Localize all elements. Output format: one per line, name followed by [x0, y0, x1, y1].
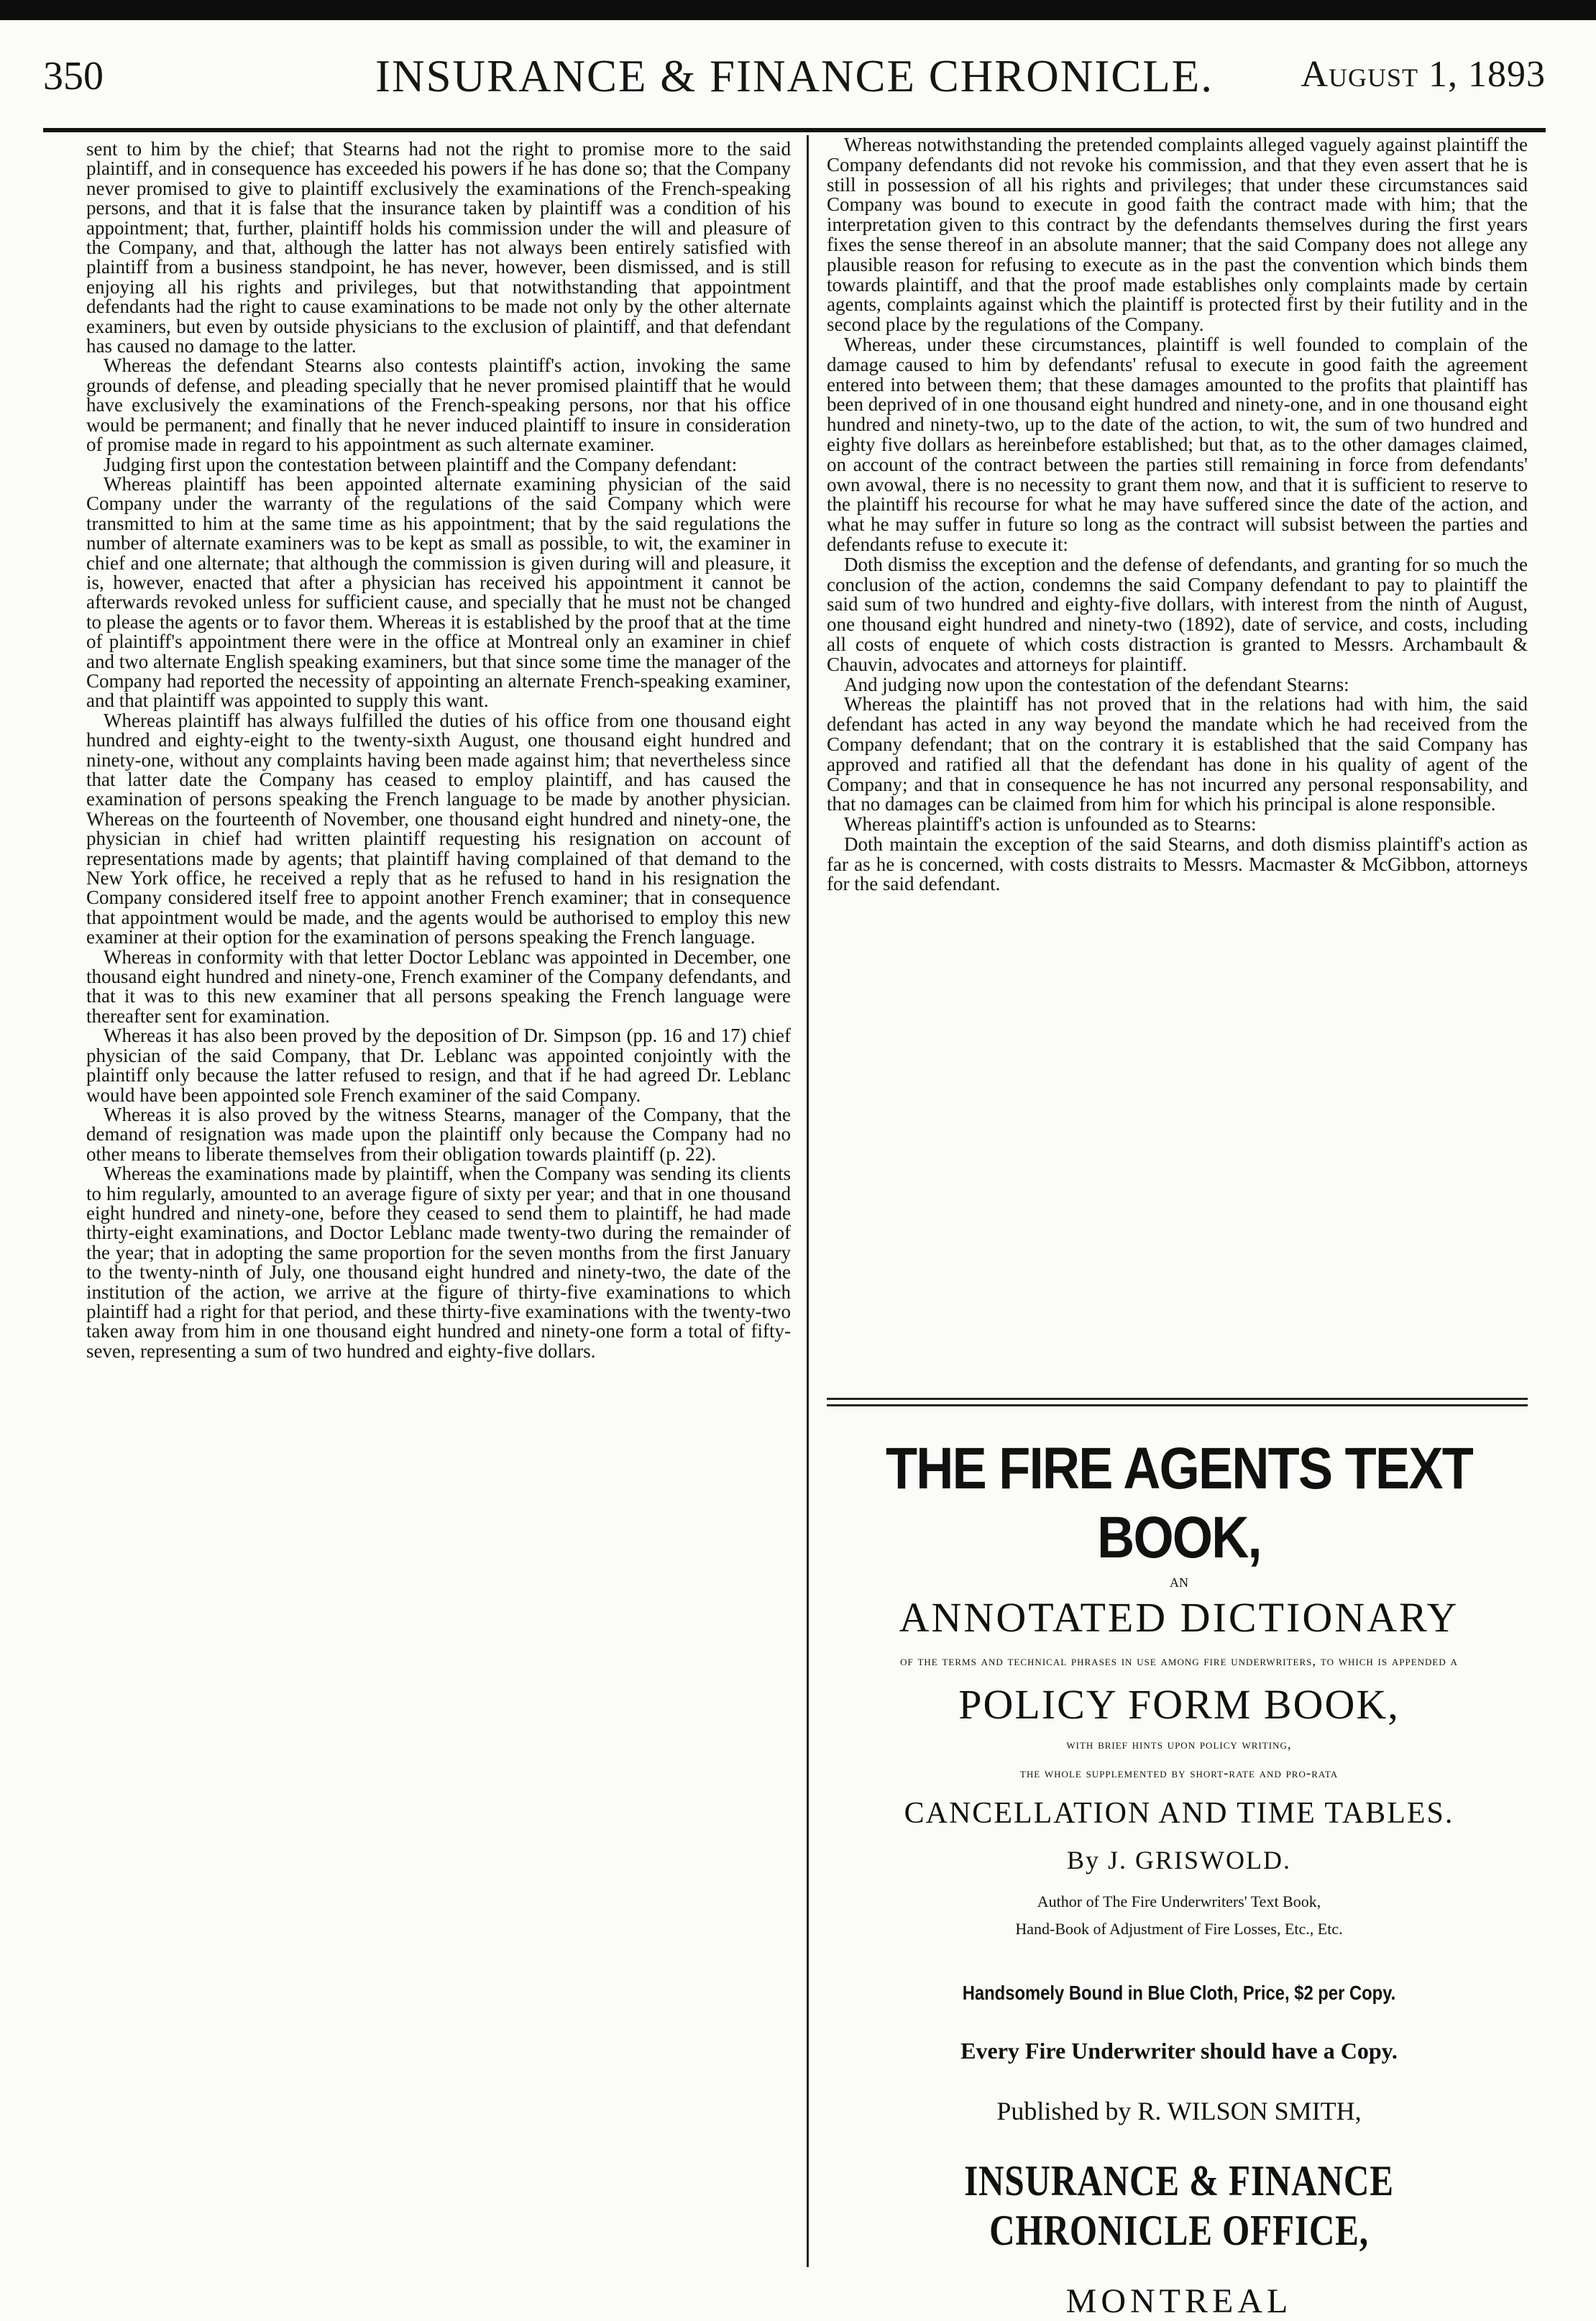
ad-author-of: Author of The Fire Underwriters' Text Book,	[1037, 1892, 1321, 1910]
paragraph: sent to him by the chief; that Stearns had not the right to promise more to the said plaintiff, and in consequence has exceeded his powers if he has done so; that the Company never promised to give to plaintiff exclusively the examinations of the French-speaking persons, and that it is false that the insurance taken by plaintiff was a condition of his appointment; that, further, plaintiff holds his commission under the will and pleasure of the Company, and that, although the latter has not always been entirely satisfied with plaintiff from a business standpoint, he has never, however, been dismissed, and is still enjoying all his rights and privileges, but that notwithstanding that appointment defendants had the right to cause examinations to be made not only by the other alternate examiners, but even by outside physicians to the exclusion of plaintiff, and that defendant has caused no damage to the latter.	[86, 138, 791, 357]
paragraph: Whereas it has also been proved by the deposition of Dr. Simpson (pp. 16 and 17) chief physician of the said Company, that Dr. Leblanc was appointed conjointly with the plaintiff only because the latter refused to resign, and that if he had agreed Dr. Leblanc would have been appointed sole French examiner of the said Company.	[86, 1025, 791, 1106]
ad-an: AN	[1170, 1575, 1188, 1590]
advertisement	[812, 1427, 1546, 2321]
paragraph: Doth maintain the exception of the said Stearns, and doth dismiss plaintiff's action as far as he is concerned, with costs distraits to Messrs. Macmaster & McGibbon, attorneys for the said defendant.	[827, 833, 1528, 895]
ad-author: By J. GRISWOLD.	[1066, 1846, 1291, 1874]
ad-dictionary: ANNOTATED DICTIONARY	[899, 1594, 1459, 1641]
paragraph: Whereas the plaintiff has not proved that in the relations had with him, the said defendant has acted in any way beyond the mandate which he had received from the Company defendant; that on the contrary it is established that the said Company has approved and ratified all that the defendant has done in his quality of agent of the Company; and that in consequence he has not incurred any personal responsability, and that no damages can be claimed from him for which his principal is alone responsible.	[827, 693, 1528, 815]
masthead-title: INSURANCE & FINANCE CHRONICLE.	[375, 51, 1214, 101]
issue-date: August 1, 1893	[1301, 54, 1546, 95]
ad-handbook: Hand-Book of Adjustment of Fire Losses, Etc., Etc.	[1015, 1920, 1343, 1938]
left-column	[86, 139, 791, 1361]
ad-published: Published by R. WILSON SMITH,	[996, 2097, 1362, 2125]
paragraph: Whereas plaintiff's action is unfounded as to Stearns:	[844, 813, 1257, 836]
paragraph: Whereas, under these circumstances, plaintiff is well founded to complain of the damage caused to him by defendants' refusal to execute in good faith the agreement entered into between them; that these damages amounted to the profits that plaintiff has been deprived of in one thousand eight hundred and ninety-one, and in one thousand eight hundred and ninety-two, up to the date of the action, to wit, the sum of two hundred and eighty five dollars as hereinbefore established; but that, as to the other damages claimed, on account of the contract between the parties still remaining in force from defendants' own avowal, there is no necessity to grant them now, and that it is sufficient to reserve to the plaintiff his recourse for what he may have suffered since the date of the action, and what he may suffer in future so long as the contract will subsist between the parties and defendants refuse to execute it:	[827, 333, 1528, 555]
ad-cancellation: CANCELLATION AND TIME TABLES.	[904, 1797, 1454, 1830]
ad-title: THE FIRE AGENTS TEXT BOOK,	[885, 1436, 1473, 1570]
paragraph: Whereas it is also proved by the witness Stearns, manager of the Company, that the demand of resignation was made upon the plaintiff only because the Company had no other means to liberate themselves from their obligation towards plaintiff (p. 22).	[86, 1103, 791, 1165]
ad-binding: Handsomely Bound in Blue Cloth, Price, $2 per Copy.	[962, 1982, 1396, 2004]
paragraph: Doth dismiss the exception and the defense of defendants, and granting for so much the conclusion of the action, condemns the said Company defendant to pay to plaintiff the said sum of two hundred and eighty-five dollars, with interest from the ninth of August, one thousand eight hundred and ninety-two (1892), date of service, and costs, including all costs of enquete of which costs distraction is granted to Messrs. Archambault & Chauvin, advocates and attorneys for plaintiff.	[827, 553, 1528, 675]
advertisement-separator	[827, 1398, 1528, 1411]
paragraph: Whereas notwithstanding the pretended complaints alleged vaguely against plaintiff the Company defendants did not revoke his commission, and that they even assert that he is still in possession of all his rights and privileges; that under these circumstances said Company was bound to execute in good faith the contract made with him; that the interpretation given to this contract by the defendants themselves during the first years fixes the sense thereof in an absolute manner; that the said Company does not allege any plausible reason for refusing to execute as in the past the convention which binds them towards plaintiff, and that the proof made establishes only complaints made by certain agents, complaints against which the plaintiff is protected first by their futility and in the second place by the regulations of the Company.	[827, 134, 1528, 336]
top-border	[0, 0, 1596, 20]
ad-office: INSURANCE & FINANCE CHRONICLE OFFICE,	[964, 2157, 1394, 2254]
paragraph: Whereas plaintiff has been appointed alternate examining physician of the said Company under the warranty of the regulations of the said Company which were transmitted to him at the same time as his appointment; that by the said regulations the number of alternate examiners was to be kept as small as possible, to wit, the examiner in chief and one alternate; that although the commission is given during will and pleasure, it is, however, enacted that after a physician has received his appointment it cannot be afterwards revoked unless for sufficient cause, and specially that he must not be changed to please the agents or to favor them. Whereas it is established by the proof that at the time of plaintiff's appointment there were in the office at Montreal only an examiner in chief and two alternate English speaking examiners, but that since some time the manager of the Company had reported the necessity of appointing an alternate French-speaking examiner, and that plaintiff was appointed to supply this want.	[86, 472, 791, 712]
paragraph: Whereas the defendant Stearns also contests plaintiff's action, invoking the same grounds of defense, and pleading specially that he never promised plaintiff that he would have exclusively the examinations of the French-speaking persons, nor that his office would be permanent; and finally that he never induced plaintiff to insure in consideration of promise made in regard to his appointment as such alternate examiner.	[86, 354, 791, 456]
page-number: 350	[43, 54, 104, 99]
ad-city: MONTREAL	[1065, 2282, 1293, 2320]
right-column	[827, 135, 1528, 894]
ad-policy: POLICY FORM BOOK,	[958, 1681, 1400, 1728]
column-divider	[807, 135, 809, 2267]
paragraph: And judging now upon the contestation of the defendant Stearns:	[844, 673, 1349, 695]
paragraph: Judging first upon the contestation between plaintiff and the Company defendant:	[104, 453, 738, 475]
ad-every: Every Fire Underwriter should have a Copy.	[960, 2038, 1398, 2064]
paragraph: Whereas in conformity with that letter Doctor Leblanc was appointed in December, one thousand eight hundred and ninety-one, French examiner of the Company defendants, and that it was to this new examiner that all persons speaking the French language were thereafter sent for examination.	[86, 946, 791, 1027]
paragraph: Whereas the examinations made by plaintiff, when the Company was sending its clients to him regularly, amounted to an average figure of sixty per year; and that in one thousand eight hundred and ninety-one, before they ceased to send them to plaintiff, he had made thirty-eight examinations, and Doctor Leblanc made twenty-two during the remainder of the year; that in adopting the same proportion for the seven months from the first January to the twenty-ninth of July, one thousand eight hundred and ninety-two, the date of the institution of the action, we arrive at the figure of thirty-five examinations to which plaintiff had a right for that period, and these thirty-five examinations with the twenty-two taken away from him in one thousand eight hundred and ninety-one form a total of fifty-seven, representing a sum of two hundred and eighty-five dollars.	[86, 1163, 791, 1362]
ad-subtitle-1: of the terms and technical phrases in use among fire underwriters, to which is appended a	[900, 1654, 1458, 1669]
page-header	[43, 47, 1546, 112]
header-rule	[43, 128, 1546, 132]
paragraph: Whereas plaintiff has always fulfilled the duties of his office from one thousand eight hundred and eighty-eight to the twenty-sixth August, one thousand eight hundred and ninety-one, without any complaints having been made against him; that nevertheless since that latter date the Company has ceased to employ plaintiff, and has caused the examination of persons speaking the French language to be made by another physician. Whereas on the fourteenth of November, one thousand eight hundred and ninety-one, the physician in chief had written plaintiff requesting his resignation on account of representations made by agents; that plaintiff having complained of that demand to the New York office, he received a reply that as he refused to hand in his resignation the Company considered itself free to appoint another French examiner; that in consequence that appointment would be made, and the agents would be authorised to employ this new examiner at their option for the examination of persons speaking the French language.	[86, 709, 791, 948]
ad-subtitle-2: with brief hints upon policy writing,	[1066, 1737, 1292, 1752]
ad-subtitle-3: the whole supplemented by short-rate and pro-rata	[1019, 1766, 1339, 1781]
